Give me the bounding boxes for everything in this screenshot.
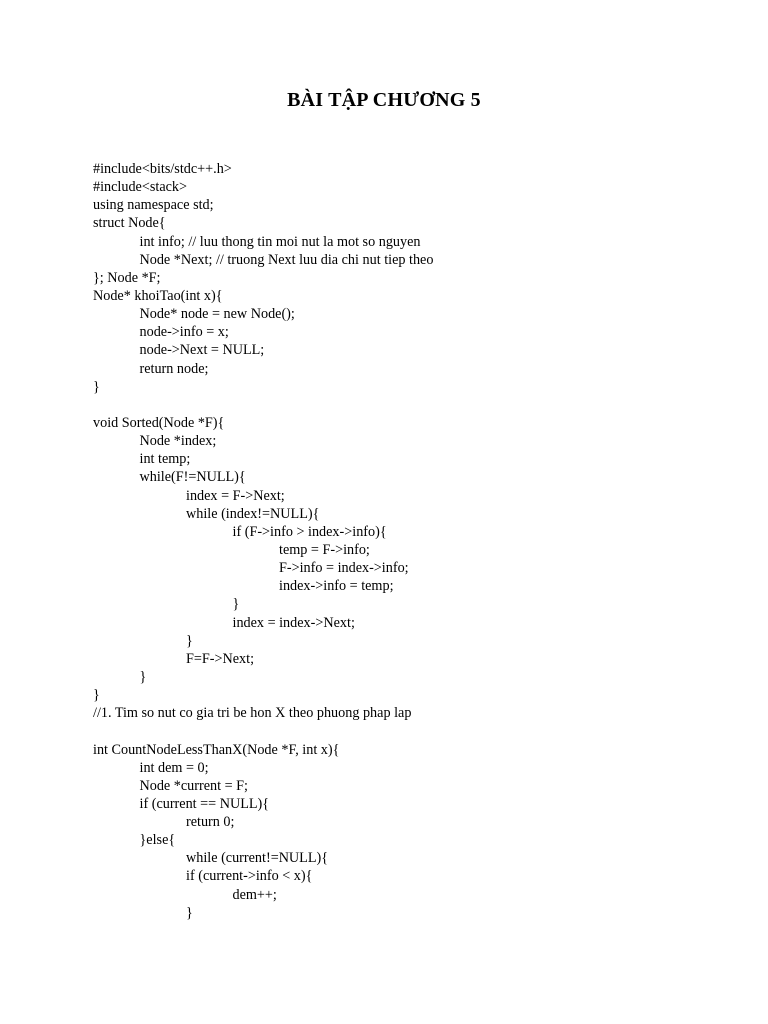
code-line: index->info = temp;: [279, 578, 394, 595]
code-line: F->info = index->info;: [279, 560, 409, 577]
code-line: }: [186, 632, 193, 649]
code-line: if (current->info < x){: [186, 868, 313, 885]
code-line: }: [93, 378, 100, 395]
blank-line: [93, 722, 733, 740]
code-line: Node *index;: [139, 433, 217, 450]
code-line: int temp;: [139, 451, 191, 468]
code-line: #include<bits/stdc++.h>: [93, 161, 232, 177]
blank-line: [93, 396, 733, 414]
code-line: }: [139, 668, 147, 685]
code-line: int CountNodeLessThanX(Node *F, int x){: [93, 741, 340, 758]
code-line: dem++;: [232, 886, 277, 903]
code-line: node->Next = NULL;: [139, 342, 265, 359]
code-line: if (F->info > index->info){: [232, 523, 387, 540]
code-line: index = F->Next;: [186, 487, 285, 504]
code-line: index = index->Next;: [232, 614, 355, 631]
code-line: }else{: [139, 832, 176, 849]
code-line: Node *Next; // truong Next luu dia chi nut tiep theo: [139, 251, 434, 268]
code-line: int info; // luu thong tin moi nut la mot so nguyen: [139, 233, 421, 250]
code-line: if (current == NULL){: [139, 795, 270, 812]
code-line: void Sorted(Node *F){: [93, 414, 225, 431]
code-line: }; Node *F;: [93, 269, 161, 286]
code-line: return node;: [139, 360, 209, 377]
code-line: struct Node{: [93, 215, 166, 232]
code-line: while (index!=NULL){: [186, 505, 320, 522]
code-block: [93, 160, 733, 922]
code-line: return 0;: [186, 814, 235, 831]
code-line: node->info = x;: [139, 324, 229, 341]
code-line: Node* khoiTao(int x){: [93, 287, 223, 304]
code-line: using namespace std;: [93, 197, 214, 214]
code-line: F=F->Next;: [186, 650, 255, 667]
code-line: temp = F->info;: [279, 541, 370, 558]
code-line: //1. Tim so nut co gia tri be hon X theo phuong phap lap: [93, 705, 412, 722]
code-line: Node *current = F;: [139, 777, 248, 794]
code-line: }: [186, 904, 193, 921]
code-line: }: [93, 687, 100, 704]
code-line: while (current!=NULL){: [186, 850, 329, 867]
code-line: }: [232, 596, 240, 613]
page-title: BÀI TẬP CHƯƠNG 5: [287, 89, 481, 111]
code-line: #include<stack>: [93, 179, 188, 196]
code-line: while(F!=NULL){: [139, 469, 246, 486]
code-line: Node* node = new Node();: [139, 306, 295, 323]
code-line: int dem = 0;: [139, 759, 209, 776]
